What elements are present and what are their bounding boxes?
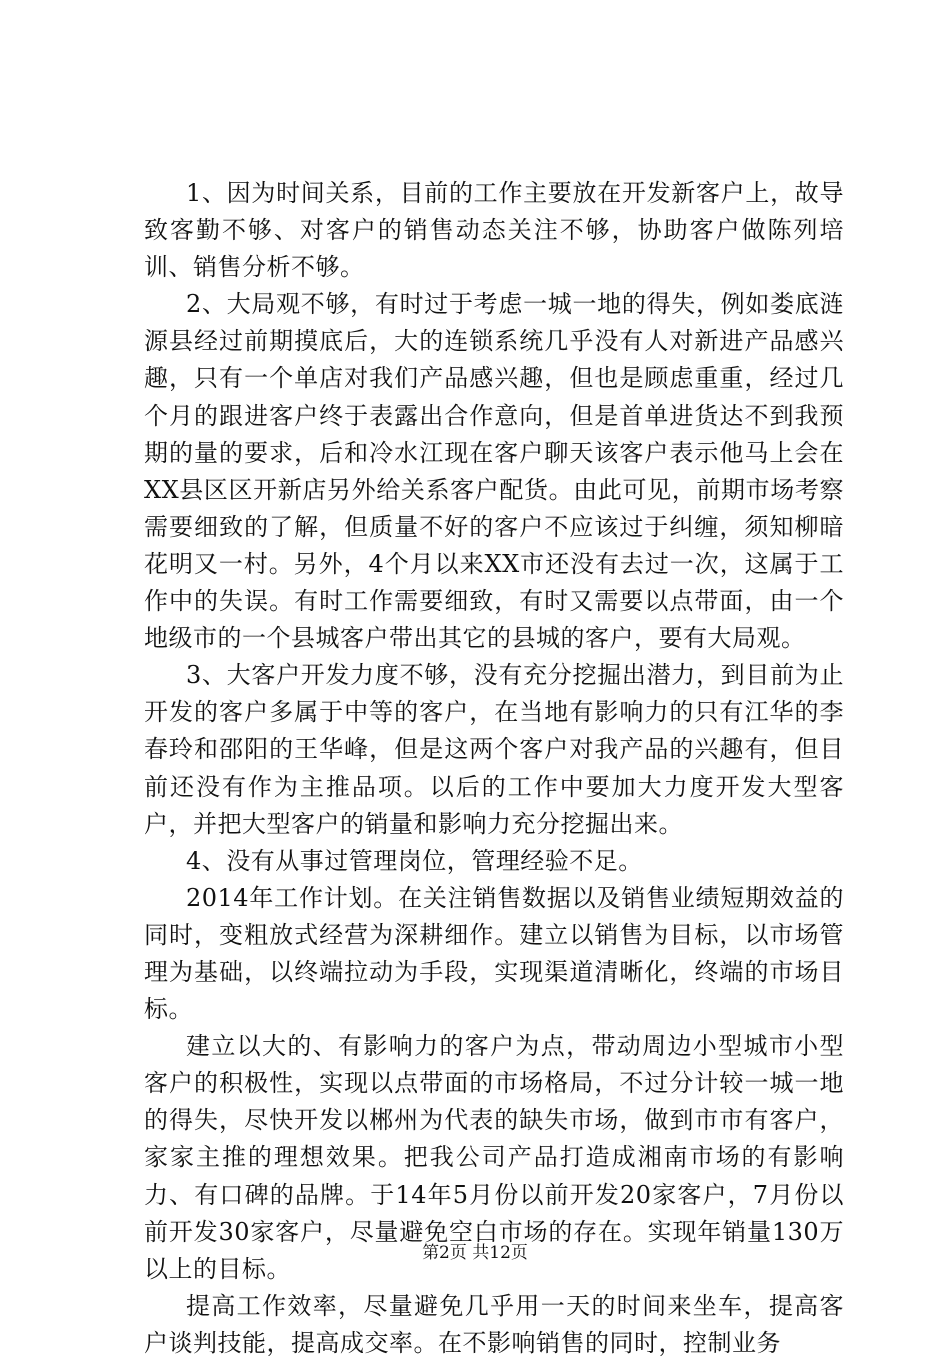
- paragraph-1: 1、因为时间关系，目前的工作主要放在开发新客户上，故导致客勤不够、对客户的销售动态关注不够，协助客户做陈列培训、销售分析不够。: [144, 179, 844, 282]
- page-number-footer: 第2页 共12页: [422, 1243, 528, 1263]
- document-body: [144, 175, 844, 1362]
- paragraph-6: 建立以大的、有影响力的客户为点，带动周边小型城市小型客户的积极性，实现以点带面的市场格局，不过分计较一城一地的得失，尽快开发以郴州为代表的缺失市场，做到市市有客户，家家主推的理想效果。把我公司产品打造成湘南市场的有影响力、有口碑的品牌。于14年5月份以前开发20家客户，7月份以前开发30家客户，尽量避免空白市场的存在。实现年销量130万以上的目标。: [144, 1032, 844, 1283]
- paragraph-5: 2014年工作计划。在关注销售数据以及销售业绩短期效益的同时，变粗放式经营为深耕细作。建立以销售为目标，以市场管理为基础，以终端拉动为手段，实现渠道清晰化，终端的市场目标。: [144, 883, 844, 1024]
- paragraph-4: 4、没有从事过管理岗位，管理经验不足。: [186, 846, 643, 875]
- paragraph-2: 2、大局观不够，有时过于考虑一城一地的得失，例如娄底涟源县经过前期摸底后，大的连锁系统几乎没有人对新进产品感兴趣，只有一个单店对我们产品感兴趣，但也是顾虑重重，经过几个月的跟进客户终于表露出合作意向，但是首单进货达不到我预期的量的要求，后和冷水江现在客户聊天该客户表示他马上会在XX县区区开新店另外给关系客户配货。由此可见，前期市场考察需要细致的了解，但质量不好的客户不应该过于纠缠，须知柳暗花明又一村。另外，4个月以来XX市还没有去过一次，这属于工作中的失误。有时工作需要细致，有时又需要以点带面，由一个地级市的一个县城客户带出其它的县城的客户，要有大局观。: [144, 290, 844, 653]
- paragraph-3: 3、大客户开发力度不够，没有充分挖掘出潜力，到目前为止开发的客户多属于中等的客户，在当地有影响力的只有江华的李春玲和邵阳的王华峰，但是这两个客户对我产品的兴趣有，但目前还没有作为主推品项。以后的工作中要加大力度开发大型客户，并把大型客户的销量和影响力充分挖掘出来。: [144, 661, 844, 838]
- paragraph-7: 提高工作效率，尽量避免几乎用一天的时间来坐车，提高客户谈判技能，提高成交率。在不影响销售的同时，控制业务: [144, 1291, 844, 1357]
